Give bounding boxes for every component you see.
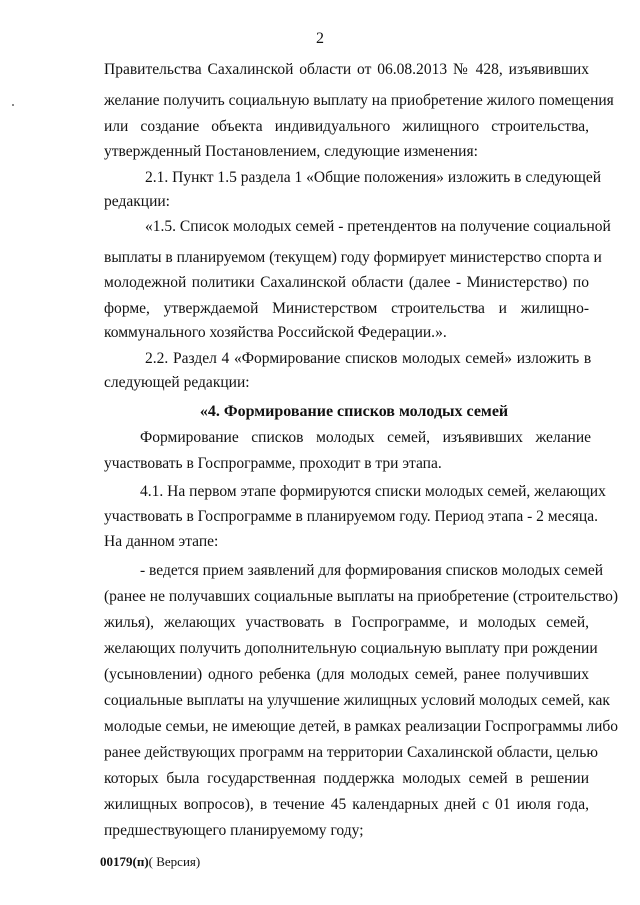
text-line: утвержденный Постановлением, следующие изменения: (104, 143, 478, 160)
text-line: социальные выплаты на улучшение жилищных условий молодых семей, как (104, 692, 610, 709)
text-line: молодежной политики Сахалинской области (далее - Министерство) по (104, 274, 589, 291)
text-line: следующей редакции: (104, 374, 250, 391)
text-line: или создание объекта индивидуального жилищного строительства, (104, 118, 589, 135)
text-line: желание получить социальную выплату на приобретение жилого помещения (104, 92, 614, 109)
text-line: Правительства Сахалинской области от 06.08.2013 № 428, изъявивших (104, 61, 589, 78)
text-line: жилищных вопросов), в течение 45 календарных дней с 01 июля года, (104, 796, 589, 813)
text-line: На данном этапе: (104, 533, 219, 550)
text-line: «1.5. Список молодых семей - претендентов на получение социальной (145, 218, 611, 235)
text-line: участвовать в Госпрограмме, проходит в три этапа. (104, 455, 442, 472)
text-line: молодые семьи, не имеющие детей, в рамках реализации Госпрограммы либо (104, 718, 619, 735)
document-footer (100, 854, 200, 870)
section-heading: «4. Формирование списков молодых семей (199, 403, 509, 420)
text-line: жилья), желающих участвовать в Госпрограмме, и молодых семей, (104, 614, 589, 631)
text-line: выплаты в планируемом (текущем) году формирует министерство спорта и (104, 249, 602, 266)
text-line: Формирование списков молодых семей, изъявивших желание (140, 429, 592, 446)
text-line: коммунального хозяйства Российской Федерации.». (104, 324, 447, 341)
text-line: (усыновлении) одного ребенка (для молодых семей, ранее получивших (104, 666, 589, 683)
text-line: 4.1. На первом этапе формируются списки молодых семей, желающих (140, 483, 606, 500)
text-line: предшествующего планируемому году; (104, 822, 364, 839)
text-line: редакции: (104, 193, 171, 210)
text-line: ранее действующих программ на территории Сахалинской области, целью (104, 744, 598, 761)
text-line: 2.2. Раздел 4 «Формирование списков молодых семей» изложить в (145, 350, 592, 367)
text-line: форме, утверждаемой Министерством строительства и жилищно- (104, 300, 589, 317)
text-line: участвовать в Госпрограмме в планируемом году. Период этапа - 2 месяца. (104, 508, 598, 525)
document-code: 00179(п) (100, 854, 149, 869)
page-number: 2 (316, 30, 324, 47)
text-line: желающих получить дополнительную социальную выплату при рождении (104, 640, 598, 657)
document-version: ( Версия) (148, 854, 201, 869)
text-line: (ранее не получавших социальные выплаты на приобретение (строительство) (104, 588, 619, 605)
text-line: 2.1. Пункт 1.5 раздела 1 «Общие положения» изложить в следующей (145, 169, 602, 186)
scan-artifact (12, 104, 14, 106)
text-line: - ведется прием заявлений для формирования списков молодых семей (140, 562, 604, 579)
text-line: которых была государственная поддержка молодых семей в решении (104, 770, 589, 787)
